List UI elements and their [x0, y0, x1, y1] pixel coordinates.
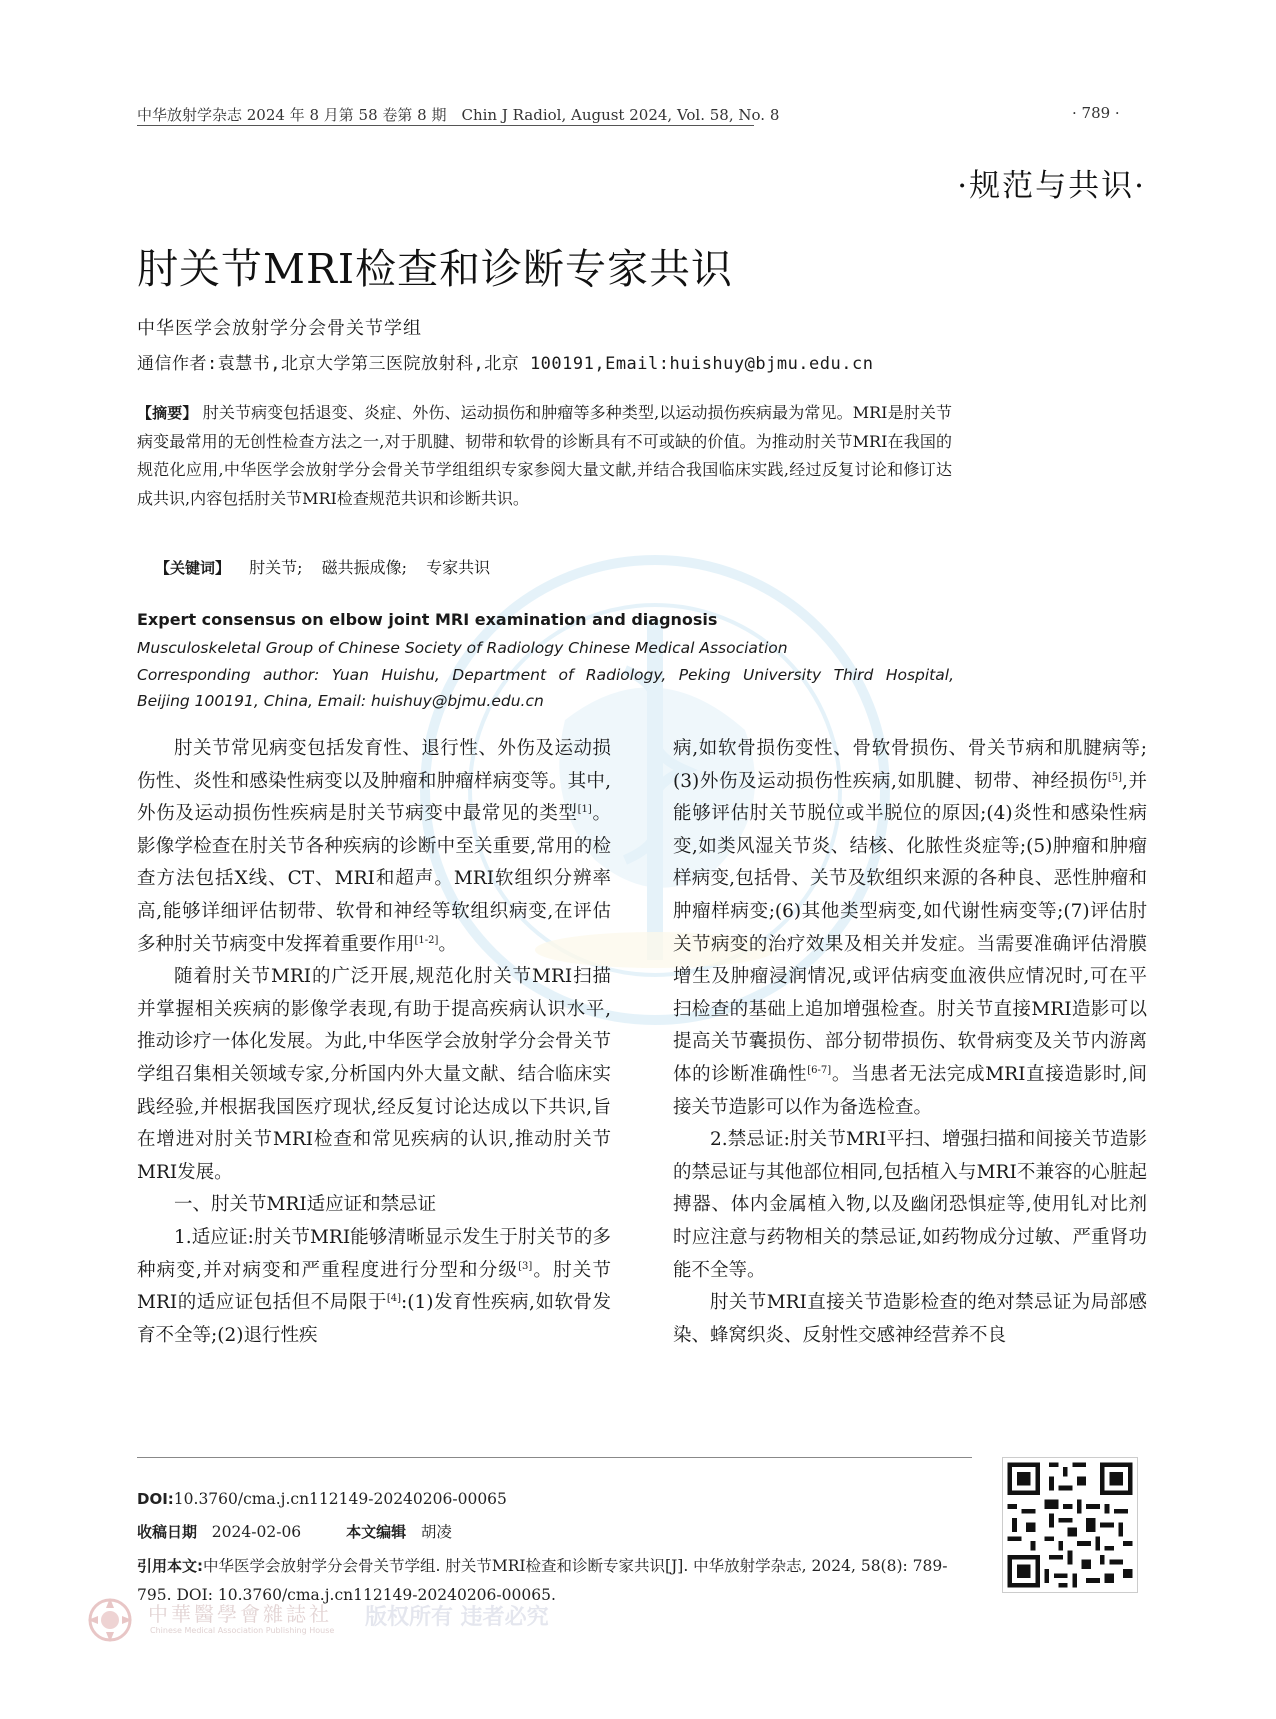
abstract [137, 399, 952, 513]
abstract-label: 【摘要】 [137, 404, 198, 422]
body-paragraph: 肘关节MRI直接关节造影检查的绝对禁忌证为局部感染、蜂窝织炎、反射性交感神经营养不良 [673, 1292, 1147, 1346]
copyright-notice: 版权所有 违者必究 [365, 1605, 549, 1630]
footer-rule [137, 1457, 972, 1458]
keyword-item: 专家共识 [426, 558, 491, 577]
editor-name: 胡凌 [420, 1523, 452, 1541]
citation-ref[interactable]: [3] [518, 1260, 533, 1272]
citation-ref[interactable]: [1-2] [414, 934, 439, 946]
citation-ref[interactable]: [6-7] [807, 1064, 832, 1076]
doi-label: DOI: [137, 1490, 174, 1508]
english-group: Musculoskeletal Group of Chinese Society of Radiology Chinese Medical Association [137, 639, 788, 657]
publisher-name-en: Chinese Medical Association Publishing House [150, 1626, 335, 1635]
citation-ref[interactable]: [5] [1107, 771, 1122, 783]
english-title: Expert consensus on elbow joint MRI examination and diagnosis [137, 610, 718, 629]
publisher-logo [80, 1590, 600, 1650]
header-rule [137, 125, 754, 126]
body-paragraph: 随着肘关节MRI的广泛开展,规范化肘关节MRI扫描并掌握相关疾病的影像学表现,有助于提高疾病认识水平,推动诊疗一体化发展。为此,中华医学会放射学分会骨关节学组召集相关领域专家,分析国内外大量文献、结合临床实践经验,并根据我国医疗现状,经反复讨论达成以下共识,旨在增进对肘关节MRI检查和常见疾病的认识,推动肘关节MRI发展。 [137, 966, 611, 1183]
received-line [137, 1520, 452, 1542]
body-paragraph: 病,如软骨损伤变性、骨软骨损伤、骨关节病和肌腱病等;(3)外伤及运动损伤性疾病,如肌腱、韧带、神经损伤[5],并能够评估肘关节脱位或半脱位的原因;(4)炎性和感染性病变,如类风湿关节炎、结核、化脓性炎症等;(5)肿瘤和肿瘤样病变,包括骨、关节及软组织来源的各种良、恶性肿瘤和肿瘤样病变;(6)其他类型病变,如代谢性病变等;(7)评估肘关节病变的治疗效果及相关并发症。当需要准确评估滑膜增生及肿瘤浸润情况,或评估病变血液供应情况时,可在平扫检查的基础上追加增强检查。肘关节直接MRI造影可以提高关节囊损伤、部分韧带损伤、软骨病变及关节内游离体的诊断准确性[6-7]。当患者无法完成MRI直接造影时,间接关节造影可以作为备选检查。 [673, 738, 1147, 1118]
publisher-name-cn: 中華醫學會雜誌社 [148, 1602, 332, 1626]
page-number: · 789 · [1072, 104, 1120, 122]
qr-code[interactable] [1002, 1457, 1138, 1593]
keyword-item: 肘关节; [249, 558, 303, 577]
received-date: 2024-02-06 [211, 1523, 302, 1541]
section-tag: ·规范与共识· [957, 168, 1146, 204]
citation-ref[interactable]: [1] [577, 804, 592, 816]
english-affiliation [137, 635, 954, 715]
body-column-right [673, 733, 1147, 1352]
english-corresponding-line: Corresponding author: Yuan Huishu, Department of Radiology, Peking University Third Hospital, [137, 665, 954, 684]
doi-line [137, 1490, 507, 1508]
author-group: 中华医学会放射学分会骨关节学组 [137, 318, 422, 339]
publisher-emblem-icon [80, 1590, 140, 1650]
body-paragraph: 1.适应证:肘关节MRI能够清晰显示发生于肘关节的多种病变,并对病变和严重程度进行分型和分级[3]。肘关节MRI的适应证包括但不局限于[4]:(1)发育性疾病,如软骨发育不全等;(2)退行性疾 [137, 1226, 611, 1346]
cite-label: 引用本文: [137, 1557, 203, 1575]
running-head: 中华放射学杂志 2024 年 8 月第 58 卷第 8 期 Chin J Radiol, August 2024, Vol. 58, No. 8 [137, 106, 780, 124]
keywords [155, 555, 490, 578]
received-label: 收稿日期 [137, 1523, 198, 1541]
corresponding-author: 通信作者:袁慧书,北京大学第三医院放射科,北京 100191,Email:huishuy@bjmu.edu.cn [137, 354, 874, 374]
keyword-item: 磁共振成像; [321, 558, 408, 577]
body-column-left [137, 733, 611, 1352]
article-title: 肘关节MRI检查和诊断专家共识 [137, 245, 734, 293]
english-corresponding-line: Beijing 100191, China, Email: huishuy@bjmu.edu.cn [137, 692, 544, 710]
body-paragraph: 肘关节常见病变包括发育性、退行性、外伤及运动损伤性、炎性和感染性病变以及肿瘤和肿瘤样病变等。其中,外伤及运动损伤性疾病是肘关节病变中最常见的类型[1]。影像学检查在肘关节各种疾病的诊断中至关重要,常用的检查方法包括X线、CT、MRI和超声。MRI软组织分辨率高,能够详细评估韧带、软骨和神经等软组织病变,在评估多种肘关节病变中发挥着重要作用[1-2]。 [137, 738, 611, 955]
editor-label: 本文编辑 [346, 1523, 407, 1541]
keywords-label: 【关键词】 [155, 559, 231, 577]
body-paragraph: 2.禁忌证:肘关节MRI平扫、增强扫描和间接关节造影的禁忌证与其他部位相同,包括植入与MRI不兼容的心脏起搏器、体内金属植入物,以及幽闭恐惧症等,使用钆对比剂时应注意与药物相关的禁忌证,如药物成分过敏、严重肾功能不全等。 [673, 1129, 1147, 1281]
abstract-text: 肘关节病变包括退变、炎症、外伤、运动损伤和肿瘤等多种类型,以运动损伤疾病最为常见。MRI是肘关节病变最常用的无创性检查方法之一,对于肌腱、韧带和软骨的诊断具有不可或缺的价值。为推动肘关节MRI在我国的规范化应用,中华医学会放射学分会骨关节学组组织专家参阅大量文献,并结合我国临床实践,经过反复讨论和修订达成共识,内容包括肘关节MRI检查规范共识和诊断共识。 [137, 403, 952, 508]
cite-text: 中华医学会放射学分会骨关节学组. 肘关节MRI检查和诊断专家共识[J]. 中华放射学杂志, 2024, 58(8): 789-795. DOI: 10.3760/cma.j.cn112149-20240206-00065. [137, 1557, 948, 1604]
citation-ref[interactable]: [4] [386, 1292, 402, 1304]
section-heading: 一、肘关节MRI适应证和禁忌证 [174, 1194, 437, 1216]
doi-link[interactable]: 10.3760/cma.j.cn112149-20240206-00065 [173, 1490, 507, 1508]
